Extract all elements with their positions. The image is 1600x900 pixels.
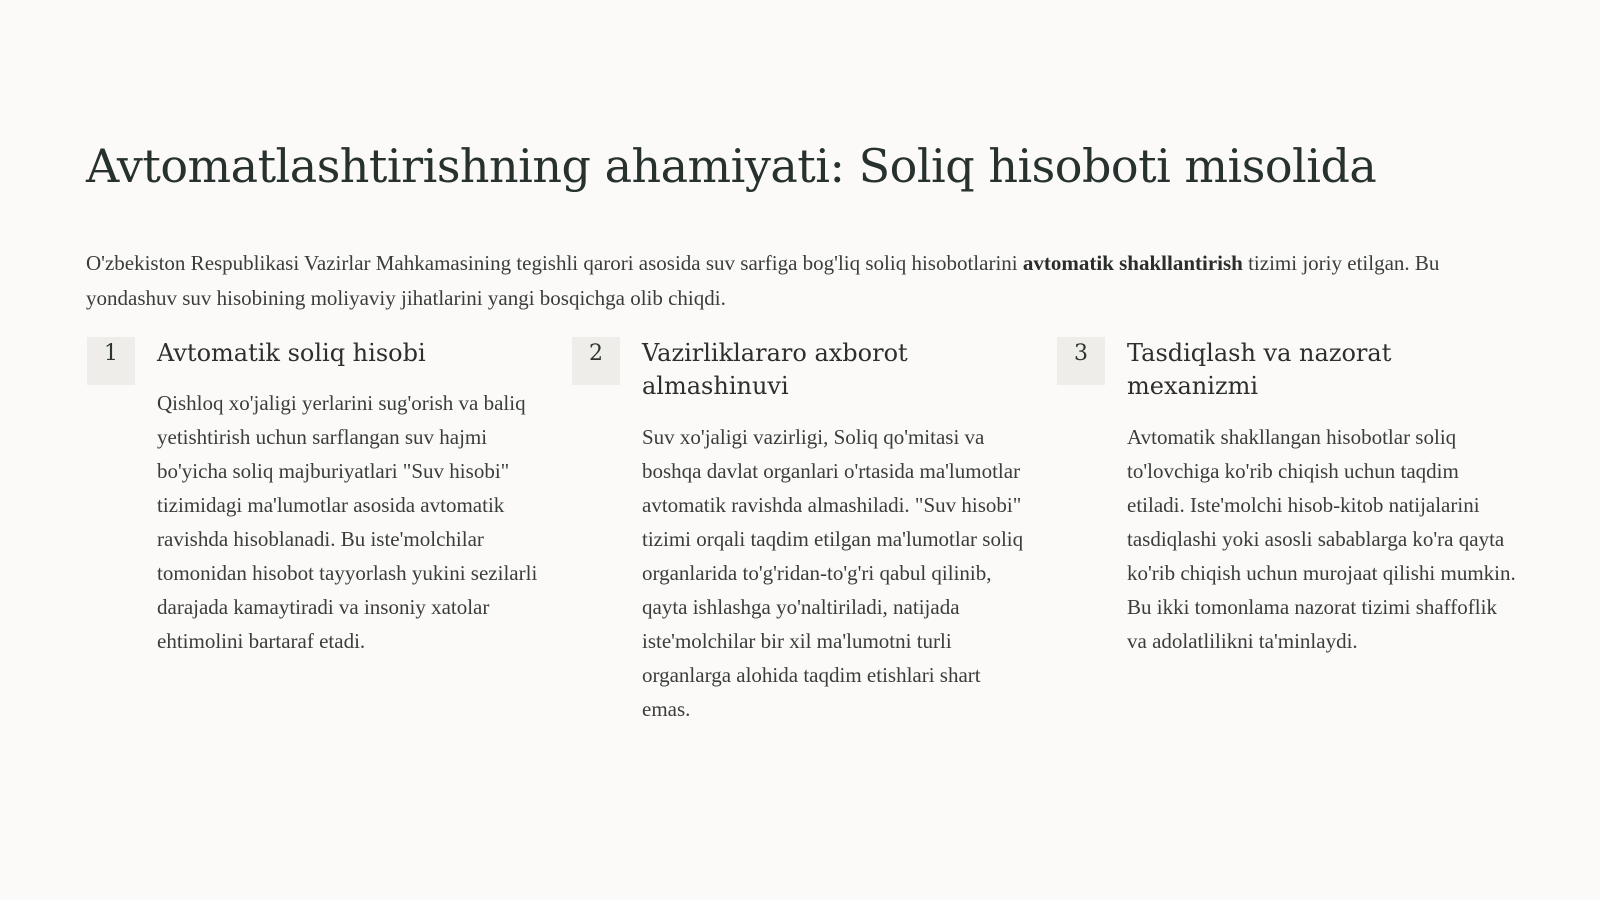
- slide-title: Avtomatlashtirishning ahamiyati: Soliq hisoboti misolida: [86, 139, 1377, 193]
- step-number-badge: 1: [87, 337, 135, 385]
- step-number-badge: 3: [1057, 337, 1105, 385]
- step-description: Avtomatik shakllangan hisobotlar soliq to'lovchiga ko'rib chiqish uchun taqdim etiladi. Iste'molchi hisob-kitob natijalarini tasdiqlashi yoki asosli sabablarga ko'ra qayta ko'rib chiqish uchun murojaat qilishi mumkin. Bu ikki tomonlama nazorat tizimi shaffoflik va adolatlilikni ta'minlaydi.: [1127, 425, 1516, 653]
- step-title: Avtomatik soliq hisobi: [157, 339, 426, 367]
- intro-text-end: tizimi joriy etilgan. Bu yondashuv suv hisobining moliyaviy jihatlarini yangi bosqichga olib chiqdi.: [86, 251, 1440, 310]
- step-description: Qishloq xo'jaligi yerlarini sug'orish va baliq yetishtirish uchun sarflangan suv hajmi bo'yicha soliq majburiyatlari "Suv hisobi" tizimidagi ma'lumotlar asosida avtomatik ravishda hisoblanadi. Bu iste'molchilar tomonidan hisobot tayyorlash yukini sezilarli darajada kamaytiradi va insoniy xatolar ehtimolini bartaraf etadi.: [157, 391, 538, 653]
- intro-emphasis: avtomatik shakllantirish: [1022, 251, 1243, 275]
- step-number-badge: 2: [572, 337, 620, 385]
- step-title: Vazirliklararo axborot almashinuvi: [642, 339, 908, 400]
- intro-paragraph: [86, 246, 1506, 316]
- intro-text-start: O'zbekiston Respublikasi Vazirlar Mahkamasining tegishli qarori asosida suv sarfiga bog'liq soliq hisobotlarini: [86, 251, 1023, 275]
- step-title: Tasdiqlash va nazorat mexanizmi: [1127, 339, 1392, 400]
- step-description: Suv xo'jaligi vazirligi, Soliq qo'mitasi va boshqa davlat organlari o'rtasida ma'lumotlar avtomatik ravishda almashiladi. "Suv hisobi" tizimi orqali taqdim etilgan ma'lumotlar soliq organlarida to'g'ridan-to'g'ri qabul qilinib, qayta ishlashga yo'naltiriladi, natijada iste'molchilar bir xil ma'lumotni turli organlarga alohida taqdim etishlari shart emas.: [642, 425, 1024, 721]
